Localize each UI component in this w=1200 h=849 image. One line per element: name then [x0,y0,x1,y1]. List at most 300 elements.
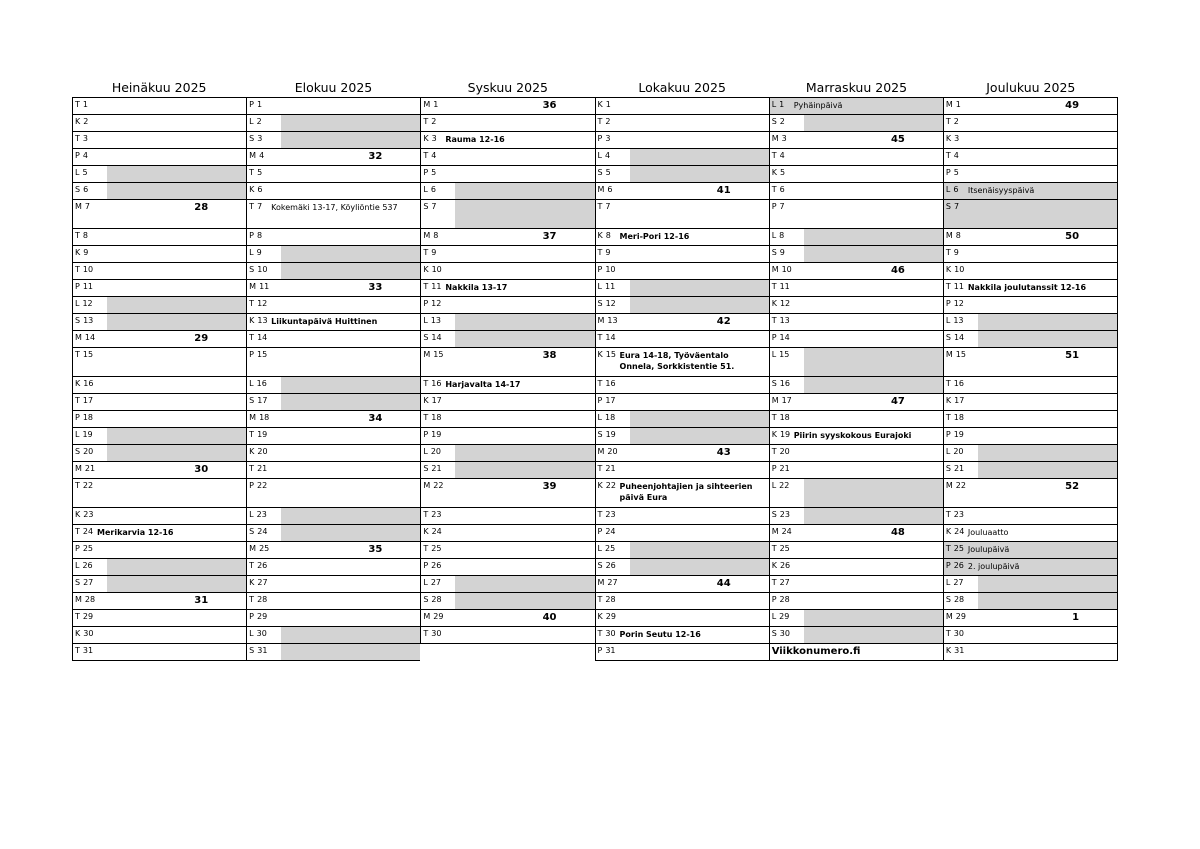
weekday-letter: P [771,595,777,604]
day-row[interactable] [770,166,943,183]
event-text: Merikarvia 12-16 [97,528,174,537]
day-row[interactable] [944,445,1117,462]
day-row[interactable] [247,428,420,445]
day-row[interactable] [421,132,594,149]
weekday-letter: T [75,100,80,109]
day-row[interactable] [247,462,420,479]
day-row[interactable] [596,297,769,314]
day-row[interactable] [596,348,769,377]
day-number: 25 [953,544,964,553]
day-row[interactable] [770,411,943,428]
day-row[interactable] [421,98,594,115]
weekday-letter: T [423,413,429,422]
day-label [946,430,964,440]
day-number: 27 [83,578,94,587]
day-number: 19 [257,430,268,439]
day-row[interactable] [247,229,420,246]
day-row[interactable] [770,542,943,559]
weekday-letter: S [75,578,81,587]
day-number: 12 [779,299,791,308]
day-row[interactable] [247,183,420,200]
day-row[interactable] [944,246,1117,263]
day-row[interactable] [770,246,943,263]
day-row[interactable] [247,576,420,593]
day-row[interactable] [73,183,246,200]
day-row[interactable] [247,627,420,644]
day-row[interactable] [770,576,943,593]
day-row[interactable] [596,263,769,280]
day-row[interactable] [247,263,420,280]
weekday-letter: T [945,379,951,388]
day-row[interactable] [247,200,420,229]
day-number: 24 [431,527,442,536]
day-number: 27 [607,578,618,587]
weekday-letter: P [597,265,603,274]
day-number: 5 [431,168,437,177]
day-row[interactable] [247,559,420,576]
day-row[interactable] [770,98,943,115]
weekday-letter: T [771,282,777,291]
day-label [598,333,616,343]
weekday-letter: P [423,430,429,439]
day-row[interactable] [421,280,594,297]
day-row[interactable] [944,508,1117,525]
day-row[interactable] [421,115,594,132]
day-row[interactable] [596,525,769,542]
day-row[interactable] [596,280,769,297]
weekday-letter: T [597,248,603,257]
weekday-letter: L [597,544,602,553]
day-row[interactable] [421,348,594,377]
day-row[interactable] [73,115,246,132]
day-number: 9 [431,248,437,257]
day-row[interactable] [770,297,943,314]
day-number: 22 [955,481,966,490]
day-row[interactable] [421,377,594,394]
day-row[interactable] [596,377,769,394]
day-row[interactable] [421,525,594,542]
day-row[interactable] [944,263,1117,280]
day-row[interactable] [73,200,246,229]
day-row[interactable] [770,149,943,166]
day-row[interactable] [770,200,943,229]
day-label [423,430,441,440]
day-row[interactable] [247,377,420,394]
day-row[interactable] [944,428,1117,445]
day-row[interactable] [421,508,594,525]
weekday-letter: M [597,316,605,325]
day-label [598,151,611,161]
day-label [772,350,790,360]
day-row[interactable] [596,331,769,348]
weekday-letter: S [597,299,603,308]
day-row[interactable] [596,411,769,428]
day-label [946,299,964,309]
day-row[interactable] [944,559,1117,576]
day-row[interactable] [770,183,943,200]
event-text: Harjavalta 14-17 [445,380,521,389]
day-row[interactable] [247,394,420,411]
day-row[interactable] [247,166,420,183]
day-label [423,299,441,309]
week-number: 39 [542,481,557,492]
month-column [943,97,1118,661]
day-label [75,527,93,537]
day-row[interactable] [421,263,594,280]
day-row[interactable] [73,263,246,280]
day-row[interactable] [247,644,420,661]
day-row[interactable] [770,479,943,508]
weekend-shade [804,348,943,376]
day-number: 1 [605,100,611,109]
day-row[interactable] [73,297,246,314]
day-row[interactable] [73,132,246,149]
day-row[interactable] [247,115,420,132]
day-row[interactable] [73,149,246,166]
day-row[interactable] [421,428,594,445]
day-row[interactable] [247,479,420,508]
day-number: 25 [431,544,442,553]
day-number: 28 [431,595,442,604]
day-number: 2 [953,117,959,126]
day-row[interactable] [770,132,943,149]
weekend-shade [281,132,420,148]
day-row[interactable] [944,576,1117,593]
weekend-shade [455,331,594,347]
day-row[interactable] [247,297,420,314]
day-row[interactable] [596,149,769,166]
weekend-shade [281,644,420,660]
day-row[interactable] [770,462,943,479]
weekday-letter: T [423,117,429,126]
day-row[interactable] [247,411,420,428]
day-row[interactable] [596,115,769,132]
day-row[interactable] [770,229,943,246]
day-label [946,117,959,127]
day-row[interactable] [944,377,1117,394]
weekday-letter: S [249,265,255,274]
day-label [772,151,785,161]
weekend-shade [630,166,769,182]
day-row[interactable] [596,542,769,559]
day-row[interactable] [73,445,246,462]
day-row[interactable] [421,183,594,200]
day-number: 24 [257,527,268,536]
day-row[interactable] [73,331,246,348]
weekday-letter: M [423,350,431,359]
day-row[interactable] [596,445,769,462]
day-row[interactable] [421,627,594,644]
weekday-letter: T [249,333,255,342]
day-row[interactable] [944,348,1117,377]
day-row[interactable] [421,200,594,229]
day-row[interactable] [596,627,769,644]
day-row[interactable] [944,132,1117,149]
day-label [423,595,441,605]
day-label [946,231,961,241]
day-row[interactable] [421,479,594,508]
weekday-letter: K [945,527,952,536]
day-label [946,350,966,360]
month-column [72,97,246,661]
weekend-shade [804,627,943,643]
day-row[interactable] [596,428,769,445]
weekday-letter: P [945,299,951,308]
day-row[interactable] [73,644,246,661]
day-row[interactable] [596,559,769,576]
day-row[interactable] [421,246,594,263]
day-number: 8 [779,231,785,240]
day-row[interactable] [596,166,769,183]
day-row[interactable] [944,280,1117,297]
day-row[interactable] [421,593,594,610]
weekday-letter: S [249,134,255,143]
weekday-letter: L [771,612,777,621]
day-row[interactable] [770,331,943,348]
day-row[interactable] [944,331,1117,348]
day-number: 21 [953,464,965,473]
day-row[interactable] [944,627,1117,644]
day-row[interactable] [73,428,246,445]
day-label [598,447,618,457]
day-number: 3 [82,134,88,143]
weekend-shade [107,559,246,575]
day-row[interactable] [770,348,943,377]
day-row[interactable] [770,394,943,411]
day-row[interactable] [421,149,594,166]
weekday-letter: S [771,379,777,388]
weekend-shade [107,428,246,444]
day-row[interactable] [247,610,420,627]
day-row[interactable] [596,644,769,661]
day-number: 3 [781,134,787,143]
day-row[interactable] [73,576,246,593]
weekday-letter: P [423,561,429,570]
day-row[interactable] [421,576,594,593]
day-row[interactable] [73,559,246,576]
day-row[interactable] [944,149,1117,166]
weekend-shade [978,593,1117,609]
day-row[interactable] [944,610,1117,627]
day-row[interactable] [944,297,1117,314]
day-row[interactable] [421,462,594,479]
day-row[interactable] [73,593,246,610]
day-row[interactable] [73,508,246,525]
weekday-letter: M [771,134,779,143]
day-label [249,202,262,212]
day-row[interactable] [421,411,594,428]
weekday-letter: L [75,299,80,308]
day-label [423,447,441,457]
day-row[interactable] [944,200,1117,229]
day-number: 12 [431,299,442,308]
day-row[interactable] [596,508,769,525]
day-row[interactable] [73,314,246,331]
day-row[interactable] [770,445,943,462]
day-row[interactable] [944,542,1117,559]
day-row[interactable] [944,166,1117,183]
day-row[interactable] [247,593,420,610]
day-row[interactable] [73,166,246,183]
day-row[interactable] [944,525,1117,542]
day-row[interactable] [247,149,420,166]
day-row[interactable] [73,542,246,559]
day-row[interactable] [944,115,1117,132]
day-number: 7 [953,202,960,211]
day-label [598,379,616,389]
day-row[interactable] [247,445,420,462]
day-label [772,578,790,588]
day-row[interactable] [770,280,943,297]
day-row[interactable] [596,246,769,263]
day-row[interactable] [770,610,943,627]
weekday-letter: M [423,100,431,109]
day-label [249,464,267,474]
day-row[interactable] [73,462,246,479]
day-row[interactable] [944,462,1117,479]
day-row[interactable] [73,280,246,297]
day-label [946,316,964,326]
day-row[interactable] [247,314,420,331]
day-row[interactable] [944,98,1117,115]
day-label [946,396,964,406]
day-row[interactable] [770,263,943,280]
day-row[interactable] [770,525,943,542]
day-row[interactable] [73,246,246,263]
day-label [75,396,93,406]
day-row[interactable] [247,508,420,525]
day-row[interactable] [770,115,943,132]
day-number: 14 [257,333,268,342]
day-row[interactable] [73,229,246,246]
day-row[interactable] [944,479,1117,508]
day-number: 20 [607,447,618,456]
day-row[interactable] [596,314,769,331]
day-row[interactable] [421,297,594,314]
day-row[interactable] [421,542,594,559]
day-number: 24 [605,527,616,536]
day-row[interactable] [421,314,594,331]
day-row[interactable] [944,314,1117,331]
day-number: 7 [779,202,785,211]
weekday-letter: T [75,134,80,143]
day-row[interactable] [770,593,943,610]
day-row[interactable] [944,644,1117,661]
day-row[interactable] [596,200,769,229]
weekday-letter: T [597,379,603,388]
weekend-shade [630,428,769,444]
day-row[interactable] [421,610,594,627]
day-row[interactable] [247,132,420,149]
week-number: 42 [716,316,731,327]
day-row[interactable] [73,411,246,428]
day-row[interactable] [421,559,594,576]
day-number: 10 [431,265,442,274]
day-row[interactable] [247,98,420,115]
day-row[interactable] [596,462,769,479]
day-row[interactable] [421,229,594,246]
day-number: 23 [605,510,616,519]
day-row[interactable] [73,98,246,115]
day-row[interactable] [73,348,246,377]
month-header: Lokakuu 2025 [638,80,726,95]
day-label [772,231,785,241]
day-number: 18 [259,413,270,422]
day-row[interactable] [944,593,1117,610]
day-label [772,629,790,639]
day-row[interactable] [73,394,246,411]
weekday-letter: M [945,350,953,359]
day-row[interactable] [247,246,420,263]
event-text: 2. joulupäivä [967,562,1020,571]
day-row[interactable] [944,183,1117,200]
day-number: 18 [779,413,790,422]
day-row[interactable] [770,627,943,644]
day-row[interactable] [770,559,943,576]
day-row[interactable] [73,610,246,627]
weekday-letter: L [771,350,777,359]
day-number: 20 [953,447,964,456]
day-row[interactable] [73,479,246,508]
day-row[interactable] [596,479,769,508]
day-row[interactable] [73,525,246,542]
day-row[interactable] [944,394,1117,411]
day-row[interactable] [247,348,420,377]
day-row[interactable] [770,508,943,525]
day-label [249,379,267,389]
day-row[interactable] [421,166,594,183]
day-row[interactable] [770,377,943,394]
weekday-letter: P [945,168,951,177]
day-row[interactable] [596,98,769,115]
day-row[interactable] [247,331,420,348]
weekend-shade [107,297,246,313]
day-row[interactable] [73,627,246,644]
day-row[interactable] [73,377,246,394]
day-row[interactable] [944,229,1117,246]
day-row[interactable] [596,576,769,593]
day-number: 3 [431,134,437,143]
week-number: 46 [890,265,905,276]
day-row[interactable] [596,593,769,610]
day-row[interactable] [596,394,769,411]
day-row[interactable] [596,132,769,149]
day-label [946,151,959,161]
day-number: 8 [82,231,88,240]
day-number: 3 [954,134,960,143]
day-row[interactable] [247,542,420,559]
day-row[interactable] [421,331,594,348]
day-label [772,248,785,258]
day-row[interactable] [770,314,943,331]
day-row[interactable] [596,610,769,627]
day-number: 30 [431,629,442,638]
day-number: 29 [433,612,444,621]
day-row[interactable] [596,183,769,200]
month-column [595,97,769,661]
day-row[interactable] [596,229,769,246]
day-row[interactable] [247,280,420,297]
day-row[interactable] [770,428,943,445]
day-number: 20 [430,447,441,456]
day-row[interactable] [421,445,594,462]
weekday-letter: L [597,282,602,291]
day-row[interactable] [421,394,594,411]
day-row[interactable] [247,525,420,542]
day-row[interactable] [944,411,1117,428]
day-number: 30 [953,629,964,638]
day-label [598,282,616,292]
